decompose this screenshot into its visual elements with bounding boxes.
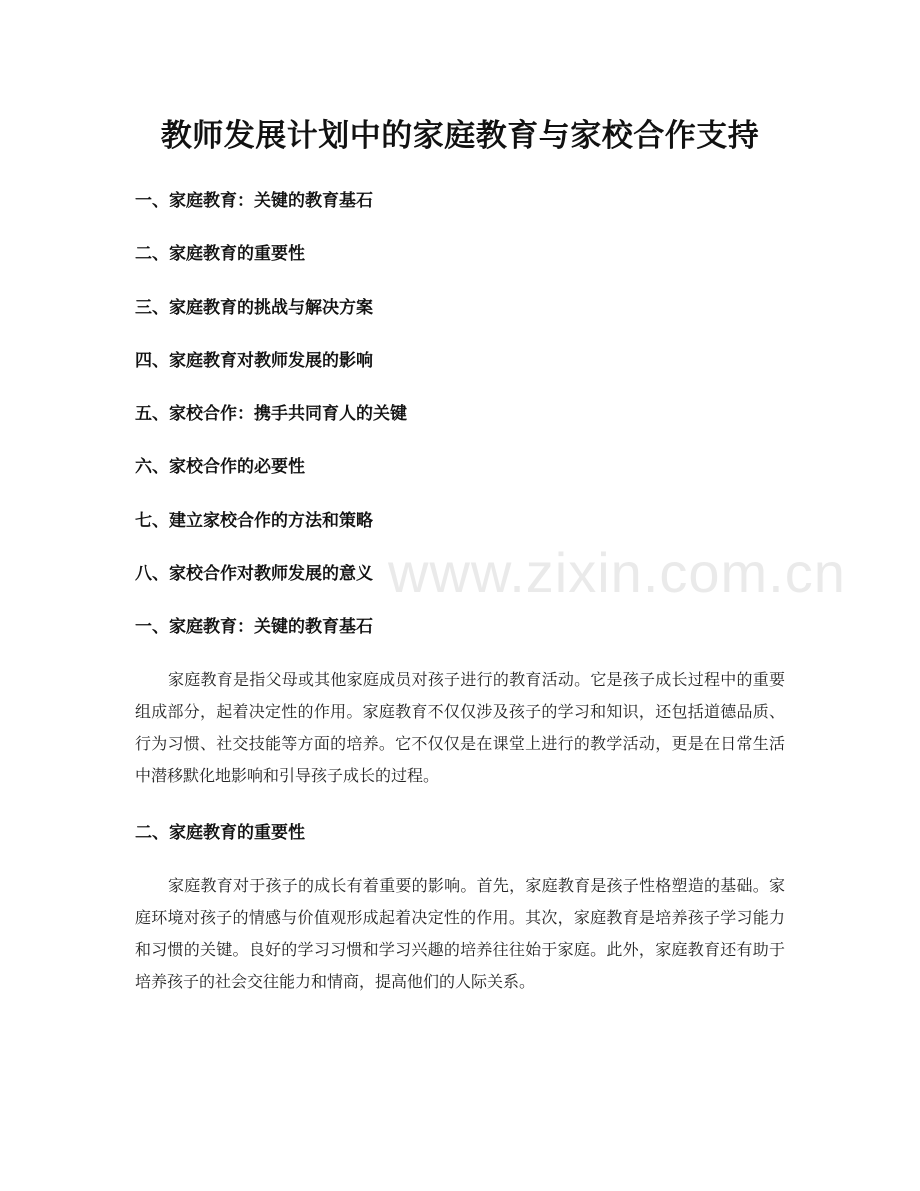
toc-item-6: 六、家校合作的必要性 [135,457,305,478]
section-heading: 一、家庭教育：关键的教育基石 [135,617,373,637]
toc-item-2: 二、家庭教育的重要性 [135,244,305,265]
toc-item-7: 七、建立家校合作的方法和策略 [135,510,373,531]
section-paragraph: 家庭教育对于孩子的成长有着重要的影响。首先，家庭教育是孩子性格塑造的基础。家庭环境对孩子的情感与价值观形成起着决定性的作用。其次，家庭教育是培养孩子学习能力和习惯的关键。良好的学习习惯和学习兴趣的培养往往始于家庭。此外，家庭教育还有助于培养孩子的社会交往能力和情商，提高他们的人际关系。 [135,876,785,991]
section-1 [135,612,785,792]
document-title: 教师发展计划中的家庭教育与家校合作支持 [160,118,760,154]
section-heading: 二、家庭教育的重要性 [135,823,305,843]
section-2 [135,818,785,998]
toc-item-1: 一、家庭教育：关键的教育基石 [135,191,373,211]
table-of-contents [135,186,795,612]
toc-item-8: 八、家校合作对教师发展的意义 [135,564,373,585]
toc-item-5: 五、家校合作：携手共同育人的关键 [135,404,407,425]
toc-item-3: 三、家庭教育的挑战与解决方案 [135,297,373,318]
section-paragraph: 家庭教育是指父母或其他家庭成员对孩子进行的教育活动。它是孩子成长过程中的重要组成部分，起着决定性的作用。家庭教育不仅仅涉及孩子的学习和知识，还包括道德品质、行为习惯、社交技能等方面的培养。它不仅仅是在课堂上进行的教学活动，更是在日常生活中潜移默化地影响和引导孩子成长的过程。 [135,670,785,785]
watermark: www.zixin.com.cn [388,541,846,604]
toc-item-4: 四、家庭教育对教师发展的影响 [135,350,373,371]
